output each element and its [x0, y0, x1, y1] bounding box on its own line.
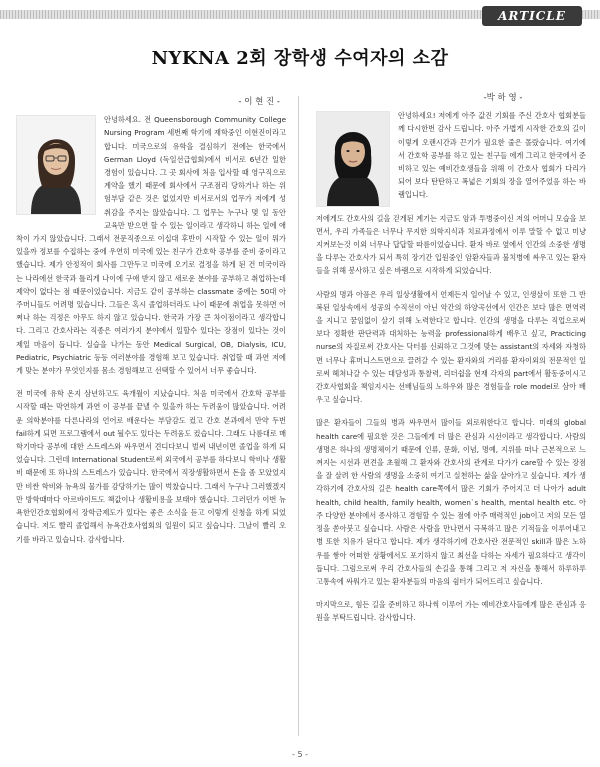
right-paragraph: 많은 환자들이 그들의 병과 싸우면서 많이들 외로워한다고 합니다. 미래의 global health care에 필요한 것은 그들에게 더 많은 관심과 시선이라고 생각합니다. 사람의 생명은 하나의 생명체이기 때문에 인류, 문화, 이념, 명예, 지위를 떠나 근본적으로 느껴지는 시선과 편견을 초월해 그 환자와 간호사의 관계로 다가가 care할 수 있는 장점을 잘 살려 한 사람의 생명을 소중히 여기고 실천하는 삶을 살아가고 싶습니다. 제가 생각하기에 간호사의 길은 health care쪽에서 많은 기회가 주어지고 더 나아가 adult health, child health, family health, women`s health, mental health etc. 아주 다양한 분야에서 종사하고 경험할 수 있는 점에 아주 매력적인 job이고 저의 모든 열정을 쏟아붓고 싶습니다. 사람은 사람을 만나면서 극복하고 많은 기적들을 이루어내고 병 또한 치유가 된다고 합니다. 제가 생각하기에 간호사란 전문적인 skill과 많은 노하우를 쌓아 어떠한 상황에서도 포기하지 않고 최선을 다하는 자세가 필요하다고 생각이 듭니다. 그럼으로써 우리 간호사들의 손길을 통해 그리고 저 자신을 통해서 하루하루 고통속에 싸워가고 있는 환자분들의 마음의 쉼터가 되어드리고 싶습니다. [316, 418, 586, 586]
page-title: NYKNA 2회 장학생 수여자의 소감 [151, 48, 449, 69]
section-tab [482, 6, 582, 26]
left-paragraph: 전 미국에 유학 온지 삼년하고도 육개월이 지났습니다. 처음 미국에서 간호학 공부를 시작할 때는 막연하게 과연 이 공부를 끝낼 수 있을까 하는 두려움이 많았습니다. 어려운 의학분야를 다른나라의 언어로 배운다는 부담감도 컸고 간호 본과에서 만약 두번 fail하게 되면 프로그램에서 out 될수도 있다는 두려움도 컸습니다. 그래도 나름대로 매 학기마다 공부에 대한 스트레스와 싸우면서 견디다보니 벌써 내년이면 졸업을 하게 되었습니다. 그런데 International Student로써 외국에서 공부를 하다보니 학비나 생활비 때문에 또 하나의 스트레스가 있습니다. 한국에서 직장생활하면서 돈을 좀 모았었지만 비싼 학비와 뉴욕의 물가를 감당하기는 많이 벅찼습니다. 그래서 누구나 그러했겠지만 방학때마다 아르바이트도 책값이나 생활비용을 보태야 했습니다. 그러던가 이번 뉴욕한인간호협회에서 장학금제도가 있다는 좋은 소식을 듣고 이렇게 신청을 하게 되었습니다. 저도 빨리 졸업해서 뉴욕간호사협회의 일원이 되고 싶습니다. 그날이 빨리 오기를 바라고 있습니다. 감사합니다. [16, 389, 287, 544]
author-photo-right [316, 111, 390, 207]
page-number: - 5 - [292, 750, 308, 759]
left-article [16, 96, 286, 546]
right-paragraph: 마지막으로, 힘든 길을 준비하고 하나씩 이루어 가는 예비간호사들에게 많은 관심과 응원을 부탁드립니다. 감사합니다. [316, 600, 586, 623]
author-photo-left [16, 115, 96, 215]
column-divider [298, 96, 299, 736]
portrait-woman-icon [317, 112, 389, 206]
right-paragraph: 저에게도 간호사의 길을 걷게된 계기는 지금도 암과 투병중이신 저의 어머니 모습을 보면서, 우리 가족들은 너무나 무지한 의학지식과 치료과정에서 이루 말할 수 없고 미냥 지켜보는것 이외 너무나 답답할 따름이었습니다. 환자 바로 옆에서 인간의 소중한 생명을 다루는 간호사가 되서 특히 장기간 입원중인 암환자들과 불치병에 싸우고 있는 환자들을 위해 봉사하고 싶은 바램으로 시작하게 되었습니다. [316, 213, 586, 276]
right-article [316, 92, 586, 625]
section-label: ARTICLE [498, 9, 566, 23]
left-author: - 이 현 진 - [238, 97, 280, 107]
right-paragraph: 사람의 명과 아픔은 우리 일상생활에서 언제든지 일어날 수 있고, 인생살이 또한 그 반복된 일상속에서 성공의 수직선이 아닌 악간의 하양곡선에서 인간은 보다 많은 면역력을 지니고 꿈임없이 살기 위해 노력한다고 합니다. 인간의 생명을 다루는 직업으로써 보다 정확한 판단력과 대처하는 능력을 professional하게 배우고 싶고, Practicing nurse의 자질로써 간호사는 닥터를 신뢰하고 그것에 맞는 assistant의 자세와 자청하면 너무나 휴머니스트면으로 끌려갈 수 있는 환자와의 거리를 환자이외의 전문적인 일로써 헤쳐나갈 수 있는 대담성과 통찰력, 리더쉽을 현재 각자의 part에서 활동중이시고 간호사협회을 책임지시는 선배님들의 노하우와 많은 경험들을 role model로 삼아 배우고 싶습니다. [316, 289, 586, 405]
left-paragraph: 안녕하세요. 전 Queensborough Community College Nursing Program 세번째 학기에 재학중인 이현진이라고 합니다. 미국으로의 유학을 결심하기 전에는 한국에서 German Lloyd (독일선급협회)에서 비서로 6년간 일한 경험이 있습니다. 그 곳 회사에 처음 입사할 때 영구직으로 계약을 했기 때문에 회사에서 구조점리 당하거나 하는 위험부담 같은 것은 없었지만 비서로서의 업무가 저에게 성취감을 주지는 않았습니다. 그 업무는 누구나 몇 일 동안 교육만 받으면 할 수 있는 일이라고 생각하니 하는 일에 애착이 가지 않았습니다. 그래서 전문직종으로 이십대 후반이 시작할 수 있는 일이 뭐가 있을까 정보를 수집하는 중에 우연히 미국에 있는 친구가 간호학 공부를 준비 중이라고 했습니다. 제가 안정적이 회사를 그만두고 미국에 오기로 결정을 하게 된 건 미국이라는 나라에선 한국과 틀리게 나이에 구애 받지 않고 새로운 분야를 공부하고 취업하는데 제약이 없다는 점 때문이었습니다. 지금도 같이 공부하는 classmate 중에는 50대 아주머니들도 어려명 있습니다. 그들은 혹시 졸업하더라도 나이 때문에 취업을 못하면 어쩌나 하는 걱정은 아무도 하지 않고 있습니다. 한국과 가장 큰 차이점이라고 생각합니다. 그리고 간호사라는 직종은 여러가지 분야에서 일할수 있다는 장점이 있다는 것이 제일 마음이 듭니다. 실습을 나가는 동안 Medical Surgical, OB, Dialysis, ICU, Pediatric, Psychiatric 등등 여러분야를 경험해 보고 있습니다. 취업할 때 과연 저에게 맞는 분야가 무엇인지를 몸소 경험해보고 선택할 수 있어서 너무 좋습니다. [16, 115, 286, 376]
right-paragraph: 안녕하세요! 저에게 아주 값진 기회를 주신 간호사 협회분들께 다시한번 감사 드립니다. 아주 가볍게 시작한 간호의 길이 이렇게 오랜시간과 끈기가 필요한 줄은 몰랐습니다. 여기에서 간호학 공부를 하고 있는 친구들 에게 그리고 한국에서 준비하고 있는 예비간호생들을 위해 이 간호사 협회가 다리가 되어 보다 탄탄하고 폭넓은 기회의 장을 열어주었음 하는 바램입니다. [398, 111, 586, 200]
portrait-woman-glasses-icon [17, 116, 95, 214]
header-rule [0, 6, 600, 22]
right-author: -박 하 영 - [483, 93, 523, 103]
